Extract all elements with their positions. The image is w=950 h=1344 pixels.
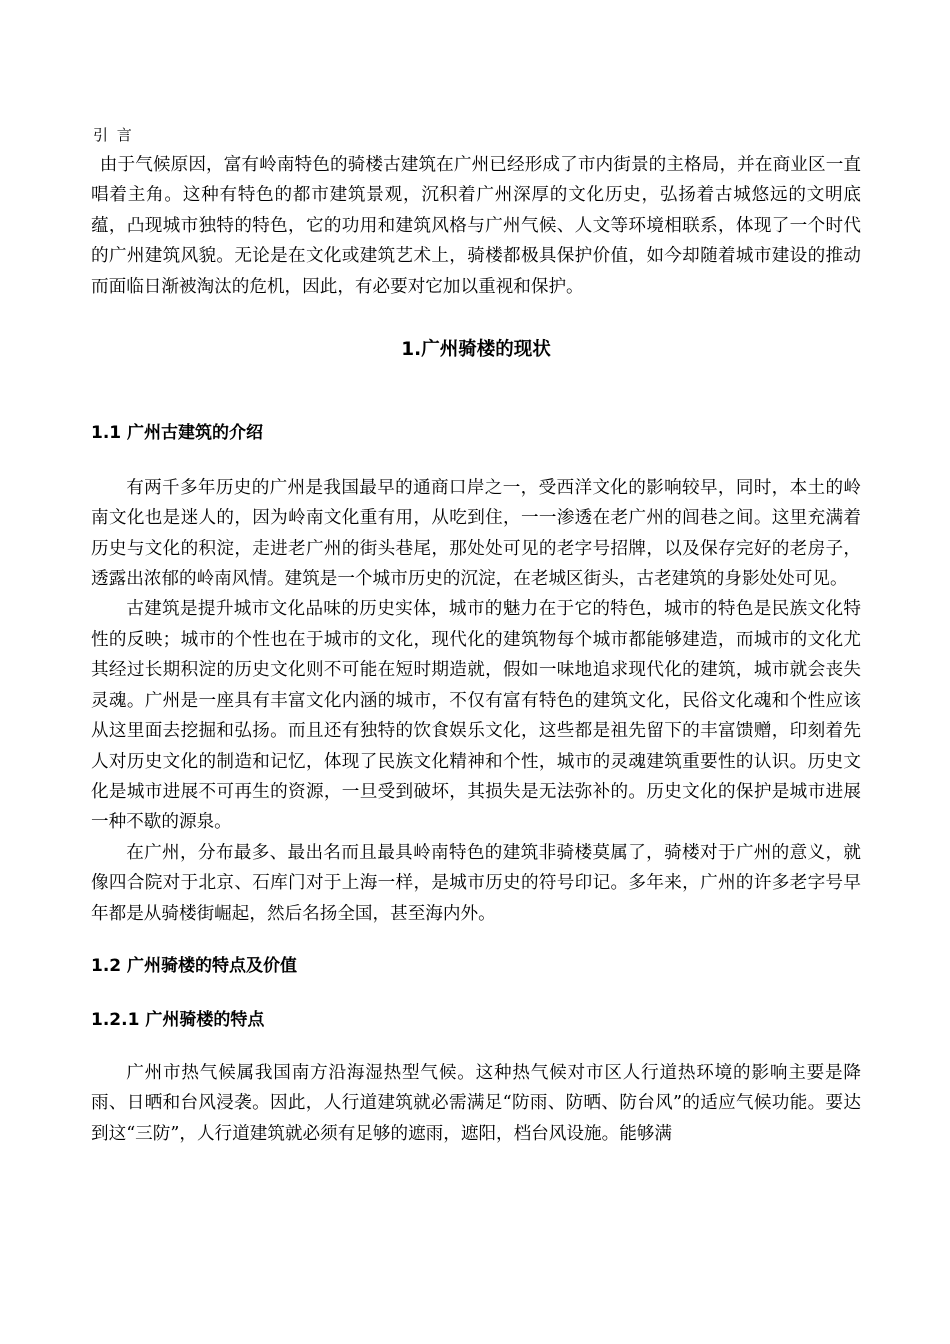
section-1-heading: 1.广州骑楼的现状: [401, 339, 551, 361]
body-paragraph: 在广州，分布最多、最出名而且最具岭南特色的建筑非骑楼莫属了，骑楼对于广州的意义，就像四合院对于北京、石库门对于上海一样，是城市历史的符号印记。多年来，广州的许多老字号早年都是从骑楼街崛起，然后名扬全国，甚至海内外。: [91, 842, 861, 924]
section-1-1-heading: 1.1 广州古建筑的介绍: [91, 423, 264, 444]
intro-label: 引 言: [93, 126, 134, 144]
document-page: [91, 120, 861, 1149]
intro-paragraph: 由于气候原因，富有岭南特色的骑楼古建筑在广州已经形成了市内街景的主格局，并在商业区一直唱着主角。这种有特色的都市建筑景观，沉积着广州深厚的文化历史，弘扬着古城悠远的文明底蕴，凸现城市独特的特色，它的功用和建筑风格与广州气候、人文等环境相联系，体现了一个时代的广州建筑风貌。无论是在文化或建筑艺术上，骑楼都极具保护价值，如今却随着城市建设的推动而面临日渐被淘汰的危机，因此，有必要对它加以重视和保护。: [91, 155, 861, 297]
body-paragraph: 古建筑是提升城市文化品味的历史实体，城市的魅力在于它的特色，城市的特色是民族文化特性的反映；城市的个性也在于城市的文化，现代化的建筑物每个城市都能够建造，而城市的文化尤其经过长期积淀的历史文化则不可能在短时期造就，假如一味地追求现代化的建筑，城市就会丧失灵魂。广州是一座具有丰富文化内涵的城市，不仅有富有特色的建筑文化，民俗文化魂和个性应该从这里面去挖掘和弘扬。而且还有独特的饮食娱乐文化，这些都是祖先留下的丰富馈赠，印刻着先人对历史文化的制造和记忆，体现了民族文化精神和个性，城市的灵魂建筑重要性的认识。历史文化是城市进展不可再生的资源，一旦受到破坏，其损失是无法弥补的。历史文化的保护是城市进展一种不歇的源泉。: [91, 599, 861, 833]
section-1-2-1-heading: 1.2.1 广州骑楼的特点: [91, 1010, 265, 1031]
section-1-2-heading: 1.2 广州骑楼的特点及价值: [91, 955, 298, 976]
body-paragraph: 广州市热气候属我国南方沿海湿热型气候。这种热气候对市区人行道热环境的影响主要是降雨、日晒和台风浸袭。因此，人行道建筑就必需满足“防雨、防晒、防台风”的适应气候功能。要达到这“三防”，人行道建筑就必须有足够的遮雨，遮阳，档台风设施。能够满: [91, 1062, 861, 1144]
body-paragraph: 有两千多年历史的广州是我国最早的通商口岸之一，受西洋文化的影响较早，同时，本土的岭南文化也是迷人的，因为岭南文化重有用，从吃到住，一一渗透在老广州的闾巷之间。这里充满着历史与文化的积淀，走进老广州的街头巷尾，那处处可见的老字号招牌，以及保存完好的老房子，透露出浓郁的岭南风情。建筑是一个城市历史的沉淀，在老城区街头，古老建筑的身影处处可见。: [91, 477, 861, 590]
